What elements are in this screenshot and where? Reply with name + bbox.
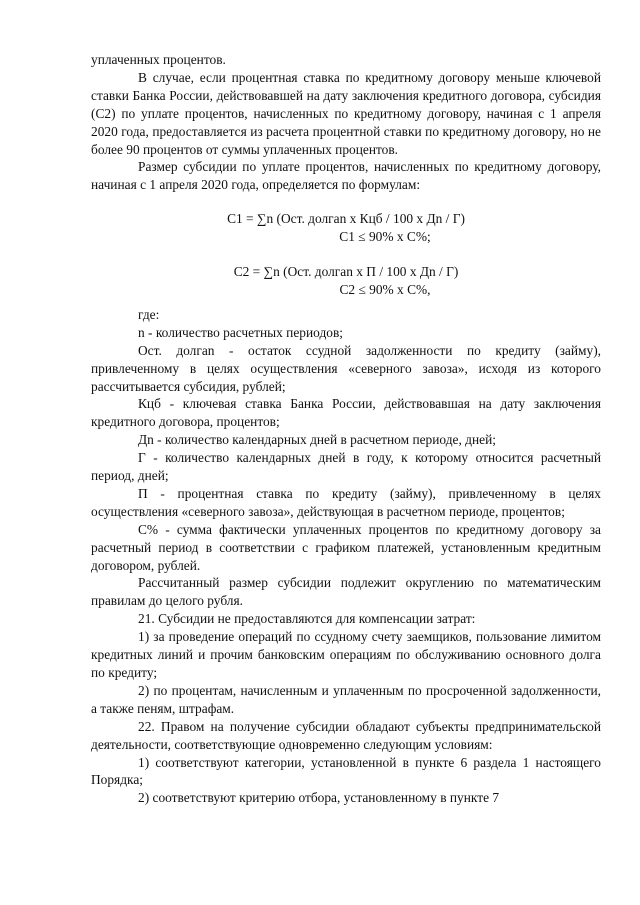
- formula-c2-main: С2 = ∑n (Ост. долгаn х П / 100 х Дn / Г): [233, 264, 459, 280]
- formula-c1: [91, 210, 601, 246]
- definition-kcb: Кцб - ключевая ставка Банка России, действовавшая на дату заключения кредитного договора, процентов;: [91, 396, 601, 430]
- clause-22: 22. Правом на получение субсидии обладают субъекты предпринимательской деятельности, соответствующие одновременно следующим условиям:: [91, 718, 601, 752]
- definition-p: П - процентная ставка по кредиту (займу), привлеченному в целях осуществления «северного завоза», действующая в расчетном периоде, процентов;: [91, 485, 601, 519]
- clause-22-item-1: 1) соответствуют категории, установленной в пункте 6 раздела 1 настоящего Порядка;: [91, 754, 601, 788]
- paragraph-where: где:: [138, 306, 160, 322]
- definition-ost-dolga: Ост. долгаn - остаток ссудной задолженности по кредиту (займу), привлеченному в целях осуществления «северного завоза», исходя из которого рассчитывается субсидия, рублей;: [91, 342, 601, 394]
- paragraph-rounding: Рассчитанный размер субсидии подлежит округлению по математическим правилам до целого рубля.: [91, 575, 601, 609]
- formula-c2: [91, 263, 601, 299]
- formula-c1-condition: С1 ≤ 90% х С%;: [339, 229, 431, 245]
- clause-21-item-2: 2) по процентам, начисленным и уплаченным по просроченной задолженности, а также пеням, штрафам.: [91, 682, 601, 716]
- document-page: [91, 51, 601, 807]
- definition-dn: Дn - количество календарных дней в расчетном периоде, дней;: [138, 432, 496, 448]
- formula-c1-main: С1 = ∑n (Ост. долгаn х Кцб / 100 х Дn / Г): [227, 211, 465, 227]
- clause-21: 21. Субсидии не предоставляются для компенсации затрат:: [138, 611, 476, 627]
- paragraph-continuation: уплаченных процентов.: [91, 52, 226, 67]
- definition-c-percent: С% - сумма фактически уплаченных процентов по кредитному договору за расчетный период в соответствии с графиком платежей, установленным кредитным договором, рублей.: [91, 521, 601, 573]
- clause-22-item-2: 2) соответствуют критерию отбора, установленному в пункте 7: [138, 790, 500, 806]
- formula-c2-condition: С2 ≤ 90% х С%,: [339, 281, 431, 297]
- paragraph-c2-condition: В случае, если процентная ставка по кредитному договору меньше ключевой ставки Банка России, действовавшей на дату заключения кредитного договора, субсидия (С2) по уплате процентов, начисленных по кредитному договору, начиная с 1 апреля 2020 года, предоставляется из расчета процентной ставки по кредитному договору, но не более 90 процентов от суммы уплаченных процентов.: [91, 69, 601, 157]
- definition-n: n - количество расчетных периодов;: [138, 324, 344, 340]
- paragraph-formula-intro: Размер субсидии по уплате процентов, начисленных по кредитному договору, начиная с 1 апреля 2020 года, определяется по формулам:: [91, 159, 601, 193]
- clause-21-item-1: 1) за проведение операций по ссудному счету заемщиков, пользование лимитом кредитных линий и прочим банковским операциям по обслуживанию основного долга по кредиту;: [91, 629, 601, 680]
- definition-g: Г - количество календарных дней в году, к которому относится расчетный период, дней;: [91, 450, 601, 484]
